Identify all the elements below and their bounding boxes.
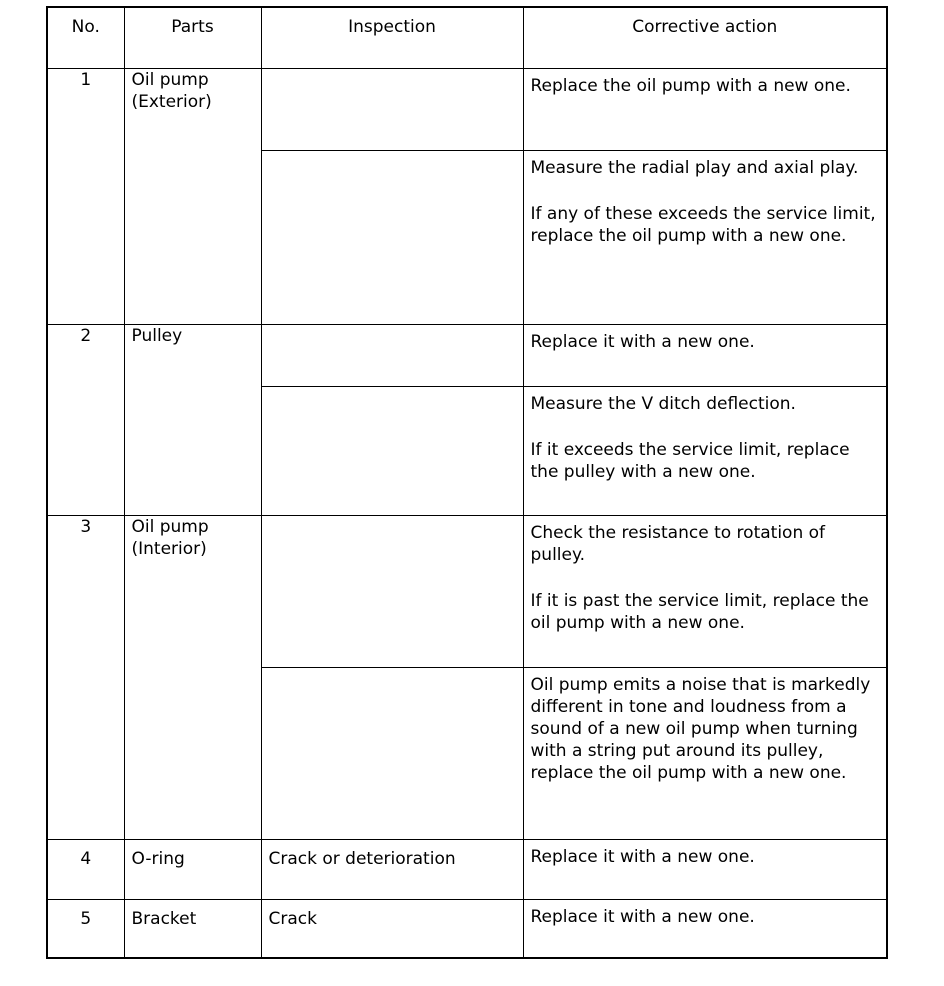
- header-no: No.: [47, 7, 124, 68]
- action-text: Oil pump emits a noise that is markedly different in tone and loudness from a sound of a new oil pump when turning with a string put around its pulley, replace the oil pump with a new one.: [530, 674, 871, 783]
- row-number: 4: [47, 839, 124, 899]
- action-text: If it exceeds the service limit, replace the pulley with a new one.: [530, 439, 850, 482]
- action-cell: [523, 386, 887, 515]
- action-cell: [523, 899, 887, 958]
- action-cell: [523, 515, 887, 667]
- action-cell: [523, 324, 887, 386]
- part-name: Oil pump (Interior): [124, 515, 261, 839]
- table-row: [47, 324, 887, 386]
- action-cell: [523, 667, 887, 839]
- inspection-cell: Crack or deterioration: [261, 839, 523, 899]
- table-row: [47, 899, 887, 958]
- inspection-cell: Crack: [261, 899, 523, 958]
- action-text: Replace it with a new one.: [530, 846, 755, 867]
- inspection-cell: [261, 68, 523, 150]
- action-cell: [523, 68, 887, 150]
- action-text: Replace the oil pump with a new one.: [530, 75, 851, 96]
- inspection-cell: [261, 150, 523, 324]
- action-text: Measure the radial play and axial play.: [530, 157, 859, 178]
- action-text: Replace it with a new one.: [530, 331, 755, 352]
- action-text: If any of these exceeds the service limit, replace the oil pump with a new one.: [530, 203, 876, 246]
- inspection-cell: [261, 667, 523, 839]
- header-corrective-action: Corrective action: [523, 7, 887, 68]
- action-text: Replace it with a new one.: [530, 906, 755, 927]
- part-name: Oil pump (Exterior): [124, 68, 261, 324]
- row-number: 3: [47, 515, 124, 839]
- table-row: [47, 515, 887, 667]
- table-row: [47, 839, 887, 899]
- action-text: Check the resistance to rotation of pulley.: [530, 522, 826, 565]
- row-number: 2: [47, 324, 124, 515]
- inspection-cell: [261, 386, 523, 515]
- inspection-table: [46, 6, 888, 959]
- action-text: Measure the V ditch deflection.: [530, 393, 796, 414]
- action-text: If it is past the service limit, replace the oil pump with a new one.: [530, 590, 869, 633]
- header-parts: Parts: [124, 7, 261, 68]
- header-row: [47, 7, 887, 68]
- header-inspection: Inspection: [261, 7, 523, 68]
- row-number: 1: [47, 68, 124, 324]
- part-name: O-ring: [124, 839, 261, 899]
- part-name: Pulley: [124, 324, 261, 515]
- action-cell: [523, 150, 887, 324]
- table-row: [47, 68, 887, 150]
- part-name: Bracket: [124, 899, 261, 958]
- inspection-cell: [261, 324, 523, 386]
- action-cell: [523, 839, 887, 899]
- row-number: 5: [47, 899, 124, 958]
- inspection-cell: [261, 515, 523, 667]
